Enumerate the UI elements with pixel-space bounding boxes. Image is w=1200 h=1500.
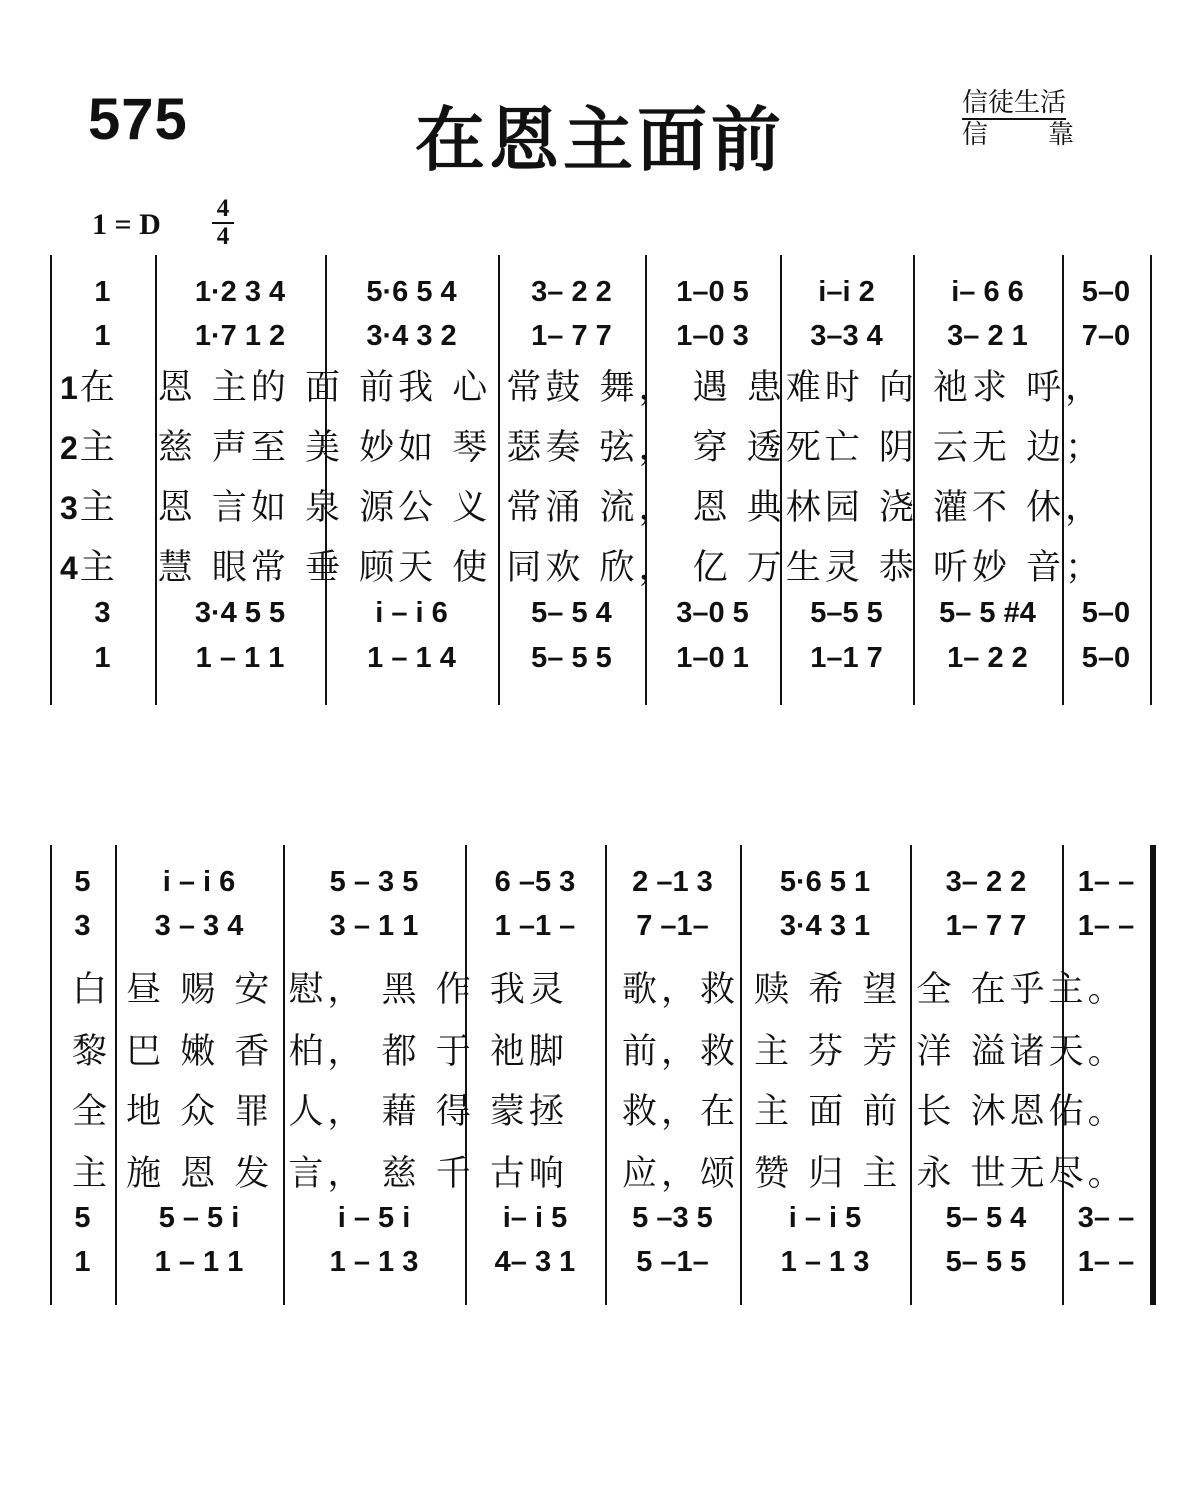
measure: 1 (94, 641, 111, 674)
measure: 5–5 5 (810, 596, 883, 629)
measure: i – 5 i (337, 1201, 411, 1234)
verse-text: 主 恩 言如 泉 源公 义 常涌 流， 恩 典林园 浇 灌不 休， (79, 488, 1105, 528)
measure: 3 – 1 1 (329, 909, 419, 942)
hymn-title: 在恩主面前 (415, 99, 785, 181)
time-signature-bottom: 4 (216, 223, 230, 250)
measure: i – i 5 (788, 1201, 862, 1234)
measure: 5–0 (1081, 641, 1131, 674)
measure: 7–0 (1081, 319, 1131, 352)
lyric-text (60, 540, 1104, 590)
measure: i–i 2 (818, 275, 875, 308)
lyric-text (72, 1146, 1127, 1196)
notes-upper-soprano (0, 862, 1200, 902)
measure: 1·7 1 2 (194, 319, 286, 352)
notes-upper-alto (0, 906, 1200, 946)
measure: 3– 2 1 (947, 319, 1028, 352)
measure: 5– 5 #4 (939, 596, 1036, 629)
verse-number: 2 (60, 430, 78, 466)
measure: 1– – (1077, 1245, 1135, 1278)
measure: i– i 5 (502, 1201, 568, 1234)
verse-text: 全 地 众 罪 人， 藉 得 蒙拯 救，在 主 面 前 长 沐恩佑。 (72, 1092, 1127, 1132)
measure: 3–0 5 (676, 596, 749, 629)
measure: 1 – 1 3 (780, 1245, 870, 1278)
measure: 1 –1 – (494, 909, 576, 942)
measure: i – i 6 (162, 865, 236, 898)
measure: 3– 2 2 (945, 865, 1027, 898)
time-signature-top: 4 (212, 196, 234, 224)
verse-number: 3 (60, 490, 78, 526)
subcategory-label (962, 120, 1074, 150)
lyric-text (60, 480, 1104, 530)
measure: 1 – 1 1 (195, 641, 285, 674)
measure: 5·6 5 4 (366, 275, 457, 308)
measure: 1 – 1 1 (154, 1245, 244, 1278)
verse-text: 主 慈 声至 美 妙如 琴 瑟奏 弦， 穿 透死亡 阴 云无 边； (79, 428, 1105, 468)
measure: 7 –1– (636, 909, 709, 942)
measure: 5– 5 5 (531, 641, 612, 674)
measure: 1–0 3 (676, 319, 749, 352)
lyric-line (0, 480, 1200, 528)
measure: 1– – (1077, 909, 1135, 942)
measure: 1– 7 7 (945, 909, 1027, 942)
measure: 1·2 3 4 (194, 275, 286, 308)
measure: 5 – 3 5 (329, 865, 419, 898)
measure: 5– 5 4 (945, 1201, 1027, 1234)
measure: 1–0 5 (676, 275, 749, 308)
time-signature (212, 196, 234, 250)
notes-lower-tenor (0, 593, 1200, 633)
measure: 5 – 5 i (158, 1201, 240, 1234)
lyric-line (0, 1084, 1200, 1132)
measure: 5 –1– (636, 1245, 709, 1278)
lyric-line (0, 1146, 1200, 1194)
measure: 6 –5 3 (494, 865, 576, 898)
measure: 3·4 5 5 (194, 596, 286, 629)
measure: 3·4 3 1 (779, 909, 871, 942)
lyric-text (60, 420, 1104, 470)
lyric-line (0, 1024, 1200, 1072)
category-label: 信徒生活 (962, 88, 1067, 118)
verse-text: 黎 巴 嫩 香 柏， 都 于 祂脚 前，救 主 芬 芳 洋 溢诸天。 (72, 1032, 1127, 1072)
measure: 3– 2 2 (531, 275, 612, 308)
measure: 5–0 (1081, 275, 1131, 308)
subcategory-char-2: 靠 (1047, 120, 1074, 150)
measure: 1 (94, 275, 111, 308)
lyric-text (72, 1024, 1127, 1074)
measure: i– 6 6 (951, 275, 1024, 308)
lyric-line (0, 962, 1200, 1010)
verse-text: 主 施 恩 发 言， 慈 千 古响 应，颂 赞 归 主 永 世无尽。 (72, 1154, 1127, 1194)
lyric-text (72, 1084, 1127, 1134)
measure: 1– – (1077, 865, 1135, 898)
measure: 5 –3 5 (632, 1201, 713, 1234)
notes-lower-tenor (0, 1198, 1200, 1238)
verse-text: 主 慧 眼常 垂 顾天 使 同欢 欣， 亿 万生灵 恭 听妙 音； (79, 548, 1105, 588)
measure: 3–3 4 (810, 319, 883, 352)
measure: 3– – (1077, 1201, 1135, 1234)
notes-lower-bass (0, 1242, 1200, 1282)
measure: 1 – 1 3 (329, 1245, 419, 1278)
measure: 2 –1 3 (632, 865, 713, 898)
notes-upper-alto (0, 316, 1200, 356)
lyric-line (0, 420, 1200, 468)
measure: 4– 3 1 (494, 1245, 576, 1278)
lyric-line (0, 540, 1200, 588)
measure: 5– 5 4 (531, 596, 612, 629)
measure: 1–1 7 (810, 641, 883, 674)
verse-number: 4 (60, 550, 78, 586)
lyric-text (72, 962, 1127, 1012)
measure: 1– 7 7 (531, 319, 612, 352)
measure: 1 – 1 4 (367, 641, 456, 674)
measure: i – i 6 (375, 596, 448, 629)
verse-text: 在 恩 主的 面 前我 心 常鼓 舞， 遇 患难时 向 祂求 呼， (79, 368, 1105, 408)
measure: 5·6 5 1 (779, 865, 871, 898)
notes-lower-bass (0, 638, 1200, 678)
key-signature: 1 = D (92, 208, 161, 241)
notes-upper-soprano (0, 272, 1200, 312)
subcategory-char-1: 信 (962, 120, 989, 150)
measure: 3·4 3 2 (366, 319, 457, 352)
measure: 1–0 1 (676, 641, 749, 674)
measure: 3 (94, 596, 111, 629)
lyric-text (60, 360, 1104, 410)
measure: 1 (94, 319, 111, 352)
measure: 5– 5 5 (945, 1245, 1027, 1278)
measure: 5 (74, 1201, 91, 1234)
verse-number: 1 (60, 370, 78, 406)
measure: 5–0 (1081, 596, 1131, 629)
measure: 3 (74, 909, 91, 942)
verse-text: 白 昼 赐 安 慰， 黑 作 我灵 歌，救 赎 希 望 全 在乎主。 (72, 970, 1127, 1010)
hymn-number: 575 (88, 87, 188, 152)
measure: 1 (74, 1245, 91, 1278)
measure: 1– 2 2 (947, 641, 1028, 674)
measure: 5 (74, 865, 91, 898)
lyric-line (0, 360, 1200, 408)
measure: 3 – 3 4 (154, 909, 244, 942)
